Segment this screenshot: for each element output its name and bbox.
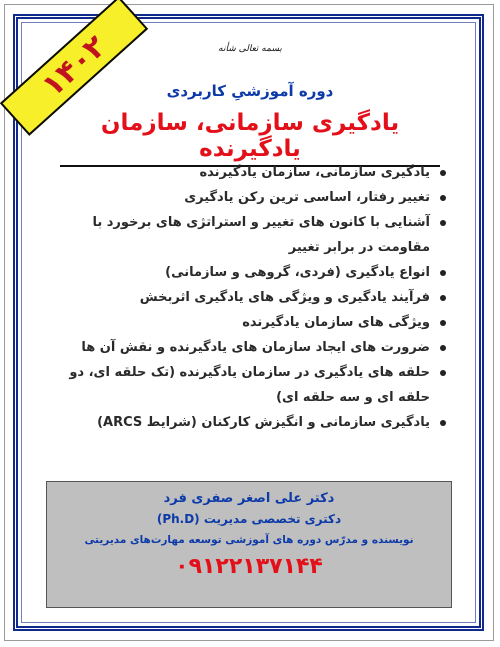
topic-text: یادگیری سازمانی و انگیزش کارکنان (شرایط ARCS) xyxy=(97,415,430,430)
list-item xyxy=(36,335,446,360)
list-item xyxy=(36,410,446,435)
author-role: نویسنده و مدرّس دوره های آموزشی توسعه مهارت‌های مدیریتی xyxy=(84,534,414,546)
course-label: دوره آموزشیِ کاربردی xyxy=(166,82,334,100)
list-item xyxy=(36,285,446,310)
bullet-icon xyxy=(440,345,446,351)
topic-list xyxy=(36,160,446,435)
list-item xyxy=(36,210,446,260)
page-title: یادگیری سازمانی، سازمان یادگیرنده xyxy=(60,110,440,167)
topic-text: فرآیند یادگیری و ویژگی های یادگیری اثربخش xyxy=(139,290,430,305)
topic-text: تغییر رفتار، اساسی ترین رکن یادگیری xyxy=(184,190,430,205)
topic-text: یادگیری سازمانی، سازمان یادگیرنده xyxy=(199,165,430,180)
list-item xyxy=(36,360,446,410)
topic-text: حلقه های یادگیری در سازمان یادگیرنده (تک حلقه ای، دو حلقه ای و سه حلقه ای) xyxy=(69,365,430,405)
list-item xyxy=(36,260,446,285)
topic-text: آشنایی با کانون های تغییر و استراتژی های برخورد با مقاومت در برابر تغییر xyxy=(92,215,430,255)
bullet-icon xyxy=(440,220,446,226)
topic-text: انواع یادگیری (فردی، گروهی و سازمانی) xyxy=(165,265,430,280)
topic-text: ضرورت های ایجاد سازمان های یادگیرنده و نقش آن ها xyxy=(81,340,430,355)
list-item xyxy=(36,310,446,335)
bullet-icon xyxy=(440,320,446,326)
bullet-icon xyxy=(440,420,446,426)
topic-text: ویژگی های سازمان یادگیرنده xyxy=(242,315,430,330)
author-degree: دکتری تخصصی مدیریت (Ph.D) xyxy=(156,512,342,526)
bullet-icon xyxy=(440,270,446,276)
bismillah-text: بسمه تعالی شأنه xyxy=(218,44,282,54)
bullet-icon xyxy=(440,370,446,376)
author-phone: ۰۹۱۲۲۱۳۷۱۴۴ xyxy=(175,554,323,579)
author-box xyxy=(46,481,452,608)
bullet-icon xyxy=(440,195,446,201)
author-name: دکتر علی اصغر صفری فرد xyxy=(163,491,335,506)
year-label: ۱۴۰۲ xyxy=(35,28,113,104)
list-item xyxy=(36,185,446,210)
bullet-icon xyxy=(440,295,446,301)
list-item xyxy=(36,160,446,185)
bullet-icon xyxy=(440,170,446,176)
